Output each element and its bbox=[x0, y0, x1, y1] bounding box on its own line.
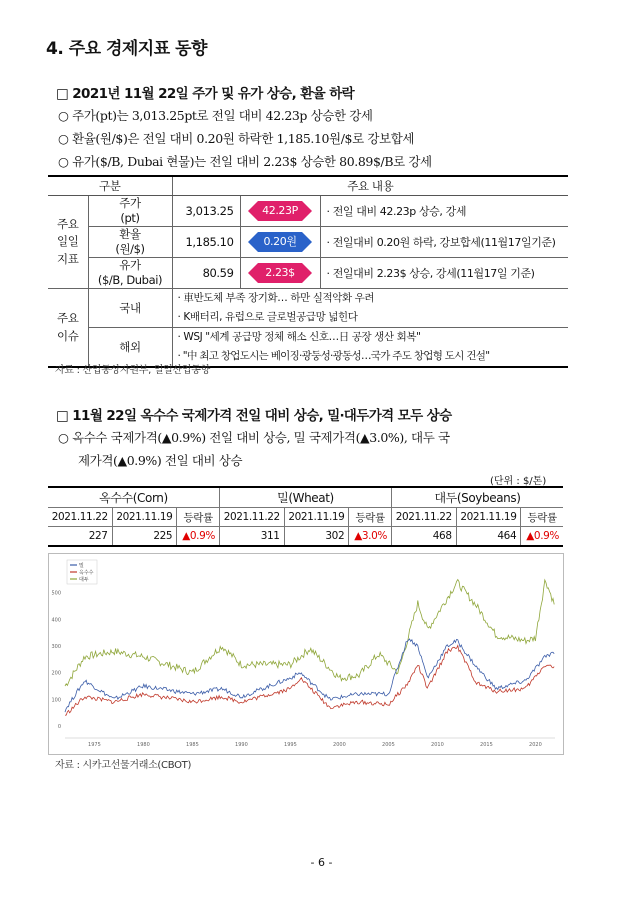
soy-date2: 2021.11.19 bbox=[456, 508, 521, 527]
y-tick-label: 400 bbox=[51, 617, 61, 624]
row-name-exchange: 환율 (원/$) bbox=[88, 227, 172, 258]
bullet-stock: ○ 주가(pt)는 3,013.25pt로 전일 대비 42.23p 상승한 강세 bbox=[58, 108, 373, 123]
soy-rate: ▲0.9% bbox=[521, 527, 563, 547]
soy-series-line bbox=[65, 580, 554, 687]
grain-price-table bbox=[48, 486, 563, 547]
x-tick-label: 1980 bbox=[137, 742, 150, 748]
row-name-stock: 주가 (pt) bbox=[88, 196, 172, 227]
wheat-date1: 2021.11.22 bbox=[219, 508, 284, 527]
header-gubun: 구분 bbox=[48, 176, 172, 196]
section-title: 4. 주요 경제지표 동향 bbox=[46, 39, 207, 59]
page-number: - 6 - bbox=[310, 856, 333, 869]
indicator-table bbox=[48, 175, 568, 368]
corn-v1: 227 bbox=[48, 527, 112, 547]
issue-domestic-2: · K배터리, 유럽으로 글로벌공급망 넓힌다 bbox=[172, 308, 568, 328]
x-tick-label: 1995 bbox=[284, 742, 297, 748]
corn-v2: 225 bbox=[112, 527, 177, 547]
y-tick-label: 300 bbox=[51, 644, 61, 650]
x-tick-label: 2005 bbox=[382, 742, 395, 748]
x-tick-label: 1975 bbox=[88, 742, 101, 748]
corn-rate-label: 등락률 bbox=[177, 508, 220, 527]
wheat-date2: 2021.11.19 bbox=[284, 508, 349, 527]
y-tick-label: 0 bbox=[57, 724, 61, 730]
row-desc-oil: · 전일대비 2.23$ 상승, 강세(11월17일 기준) bbox=[320, 258, 568, 289]
soy-v1: 468 bbox=[391, 527, 456, 547]
issue-domestic-1: · 車반도체 부족 장기화… 하만 실적악화 우려 bbox=[172, 289, 568, 309]
down-arrow-badge: 0.20원 bbox=[248, 231, 312, 253]
grain-bullet-line1: ○ 옥수수 국제가격(▲0.9%) 전일 대비 상승, 밀 국제가격(▲3.0%), 대두 국 bbox=[58, 430, 450, 445]
row-value-oil: 80.59 bbox=[172, 258, 240, 289]
x-tick-label: 2020 bbox=[529, 742, 542, 748]
issue-foreign-1: · WSJ "세계 공급망 정체 해소 신호…日 공장 생산 회복" bbox=[172, 328, 568, 348]
unit-label: (단위 : $/톤) bbox=[490, 476, 547, 487]
section1-heading: □ 2021년 11월 22일 주가 및 유가 상승, 환율 하락 bbox=[56, 86, 355, 102]
x-tick-label: 1985 bbox=[186, 742, 199, 748]
row-change-exchange bbox=[240, 227, 320, 258]
wheat-v2: 302 bbox=[284, 527, 349, 547]
wheat-v1: 311 bbox=[219, 527, 284, 547]
row-change-oil bbox=[240, 258, 320, 289]
wheat-rate-label: 등락률 bbox=[349, 508, 392, 527]
y-tick-label: 500 bbox=[51, 590, 61, 597]
up-arrow-badge: 42.23P bbox=[248, 200, 312, 222]
y-tick-label: 100 bbox=[51, 697, 61, 704]
row-name-oil: 유가 ($/B, Dubai) bbox=[88, 258, 172, 289]
section2-heading: □ 11월 22일 옥수수 국제가격 전일 대비 상승, 밀‧대두가격 모두 상승 bbox=[56, 408, 452, 424]
issue-foreign-label: 해외 bbox=[88, 328, 172, 368]
group-indicator: 주요 일일 지표 bbox=[48, 196, 88, 289]
legend-label: 밀 bbox=[79, 563, 84, 569]
grain-corn-name: 옥수수(Corn) bbox=[48, 487, 219, 508]
header-content: 주요 내용 bbox=[172, 176, 568, 196]
x-tick-label: 2000 bbox=[333, 742, 346, 748]
x-tick-label: 2010 bbox=[431, 742, 444, 748]
issue-domestic-label: 국내 bbox=[88, 289, 172, 328]
wheat-series-line bbox=[65, 639, 554, 712]
wheat-rate: ▲3.0% bbox=[349, 527, 392, 547]
up-arrow-badge: 2.23$ bbox=[248, 262, 312, 284]
corn-date1: 2021.11.22 bbox=[48, 508, 112, 527]
soy-rate-label: 등락률 bbox=[521, 508, 563, 527]
soy-v2: 464 bbox=[456, 527, 521, 547]
row-desc-stock: · 전일 대비 42.23p 상승, 강세 bbox=[320, 196, 568, 227]
legend-label: 대두 bbox=[79, 577, 89, 583]
bullet-exchange: ○ 환율(원/$)은 전일 대비 0.20원 하락한 1,185.10원/$로 강보합세 bbox=[58, 131, 415, 146]
x-tick-label: 1990 bbox=[235, 742, 248, 748]
bullet-oil: ○ 유가($/B, Dubai 현물)는 전일 대비 2.23$ 상승한 80.89$/B로 강세 bbox=[58, 154, 432, 169]
group-issue: 주요 이슈 bbox=[48, 289, 88, 368]
issue-foreign-2: · "中 최고 창업도시는 베이징·광둥성·광동성…국가 주도 창업형 도시 건설" bbox=[172, 347, 568, 367]
grain-wheat-name: 밀(Wheat) bbox=[219, 487, 391, 508]
x-tick-label: 2015 bbox=[480, 742, 493, 748]
row-value-stock: 3,013.25 bbox=[172, 196, 240, 227]
row-desc-exchange: · 전일대비 0.20원 하락, 강보합세(11월17일기준) bbox=[320, 227, 568, 258]
soy-date1: 2021.11.22 bbox=[391, 508, 456, 527]
source-grain: 자료 : 시카고선물거래소(CBOT) bbox=[55, 760, 192, 771]
grain-soy-name: 대두(Soybeans) bbox=[391, 487, 563, 508]
corn-rate: ▲0.9% bbox=[177, 527, 220, 547]
grain-price-chart bbox=[48, 553, 564, 755]
chart-svg bbox=[49, 554, 563, 754]
row-change-stock bbox=[240, 196, 320, 227]
legend-label: 옥수수 bbox=[79, 570, 94, 576]
source-indicator: 자료 : 산업통상자원부, 일일산업동향 bbox=[55, 365, 210, 376]
grain-bullet-line2: 제가격(▲0.9%) 전일 대비 상승 bbox=[78, 453, 243, 468]
y-tick-label: 200 bbox=[51, 670, 61, 677]
row-value-exchange: 1,185.10 bbox=[172, 227, 240, 258]
corn-date2: 2021.11.19 bbox=[112, 508, 177, 527]
